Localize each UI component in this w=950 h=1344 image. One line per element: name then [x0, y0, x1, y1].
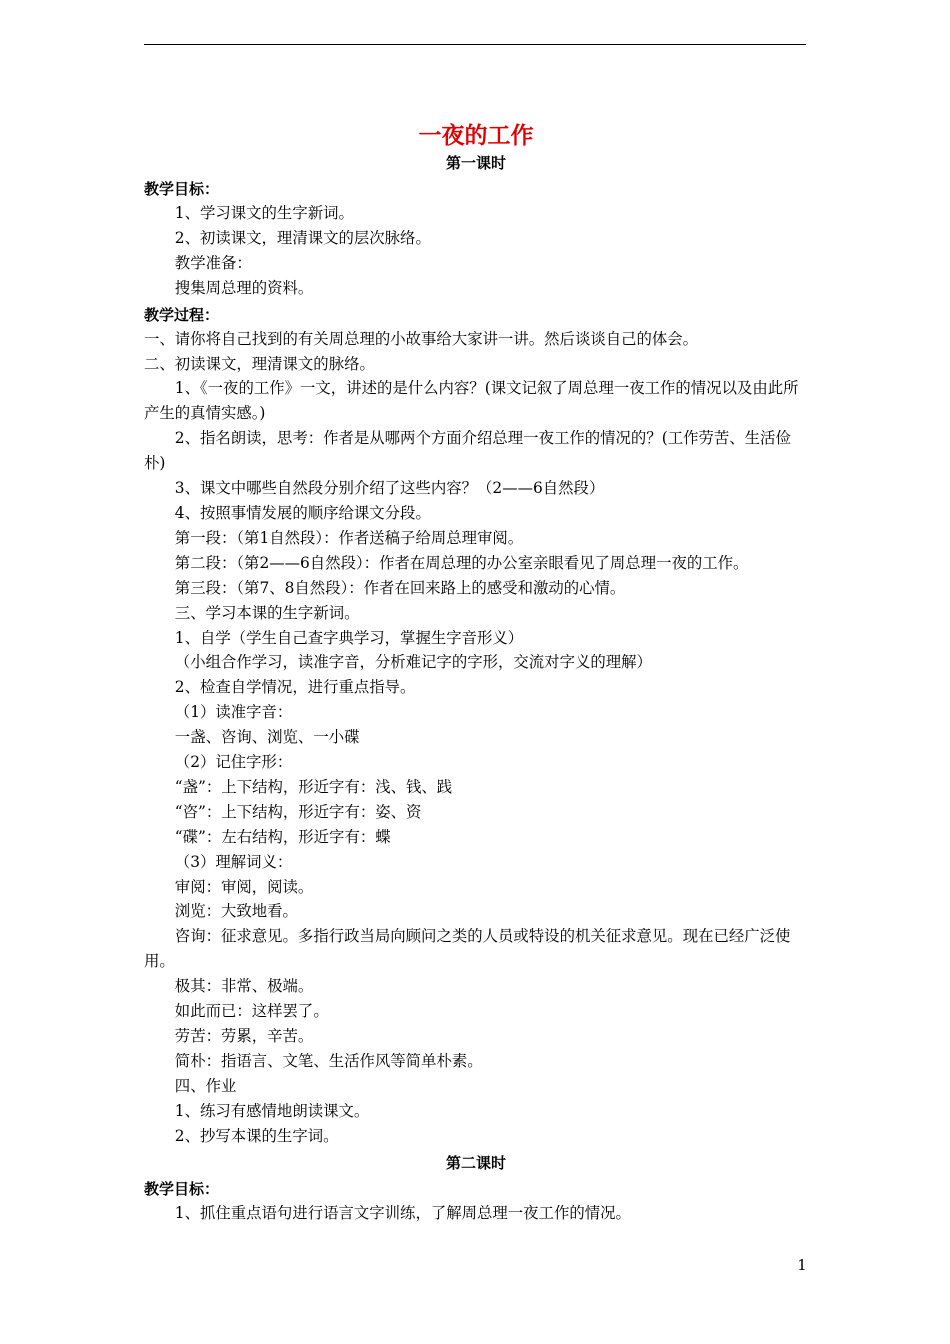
process-line: 4、按照事情发展的顺序给课文分段。: [174, 503, 431, 522]
process-line: 第三段：（第7、8自然段）：作者在回来路上的感受和激动的心情。: [174, 578, 626, 597]
goal-line: 教学准备：: [174, 253, 252, 272]
process-line: “盏”：上下结构，形近字有：浅、钱、践: [174, 777, 453, 796]
process-line: 三、学习本课的生字新词。: [174, 603, 360, 622]
process-line: 1、《一夜的工作》一文，讲述的是什么内容？(课文记叙了周总理一夜工作的情况以及由此所产生的真情实感。): [144, 379, 799, 423]
goal-line: 搜集周总理的资料。: [174, 278, 314, 297]
process-line: （3）理解词义：: [174, 852, 293, 871]
process-line: 一盏、咨询、浏览、一小碟: [174, 728, 360, 747]
process-list: [144, 327, 808, 1149]
process-line: 二、初读课文，理清课文的脉络。: [144, 354, 375, 373]
goal-line: 1、抓住重点语句进行语言文字训练，了解周总理一夜工作的情况。: [174, 1203, 631, 1222]
process-line: 浏览：大致地看。: [174, 902, 298, 921]
document-title: 一夜的工作: [418, 122, 534, 149]
goal-line: 2、初读课文，理清课文的层次脉络。: [174, 228, 431, 247]
process-line: 四、作业: [174, 1076, 237, 1095]
process-line: 2、指名朗读，思考：作者是从哪两个方面介绍总理一夜工作的情况的？(工作劳苦、生活俭朴): [144, 429, 791, 473]
process-line: 极其：非常、极端。: [174, 977, 314, 996]
lesson-1-label: 第一课时: [445, 154, 506, 172]
process-line: 1、自学（学生自己查字典学习，掌握生字音形义）: [174, 628, 524, 647]
process-line: （小组合作学习，读准字音，分析难记字的字形，交流对字义的理解）: [174, 653, 652, 672]
lesson-1-goal-heading: 教学目标：: [144, 180, 220, 198]
lesson-2-label: 第二课时: [445, 1153, 506, 1172]
lesson-1-process-heading: 教学过程：: [144, 305, 220, 324]
header-rule: [144, 44, 806, 45]
process-line: （1）读准字音：: [174, 703, 293, 722]
process-line: 简朴：指语言、文笔、生活作风等简单朴素。: [174, 1051, 483, 1070]
process-line: 第一段：（第1自然段）：作者送稿子给周总理审阅。: [174, 528, 524, 547]
process-line: 2、抄写本课的生字词。: [174, 1126, 339, 1145]
process-line: 1、练习有感情地朗读课文。: [174, 1101, 370, 1120]
process-line: 咨询：征求意见。多指行政当局向顾问之类的人员或特设的机关征求意见。现在已经广泛使用。: [144, 927, 791, 971]
process-line: 3、课文中哪些自然段分别介绍了这些内容？（2——6自然段）: [174, 479, 605, 498]
process-line: 第二段：（第2——6自然段）：作者在周总理的办公室亲眼看见了周总理一夜的工作。: [174, 553, 749, 572]
document-body: [144, 121, 808, 1225]
process-line: 劳苦：劳累，辛苦。: [174, 1027, 314, 1045]
page-number: 1: [797, 1256, 807, 1274]
process-line: 2、检查自学情况，进行重点指导。: [174, 678, 416, 697]
process-line: 如此而已：这样罢了。: [174, 1002, 329, 1021]
process-line: “碟”：左右结构，形近字有：蝶: [174, 827, 391, 846]
lesson-2-goal-heading: 教学目标：: [144, 1179, 220, 1198]
process-line: “咨”：上下结构，形近字有：姿、资: [174, 802, 422, 821]
process-line: 一、请你将自己找到的有关周总理的小故事给大家讲一讲。然后谈谈自己的体会。: [144, 329, 699, 348]
goal-line: 1、学习课文的生字新词。: [174, 204, 354, 222]
process-line: 审阅：审阅，阅读。: [174, 877, 314, 896]
process-line: （2）记住字形：: [174, 753, 293, 772]
